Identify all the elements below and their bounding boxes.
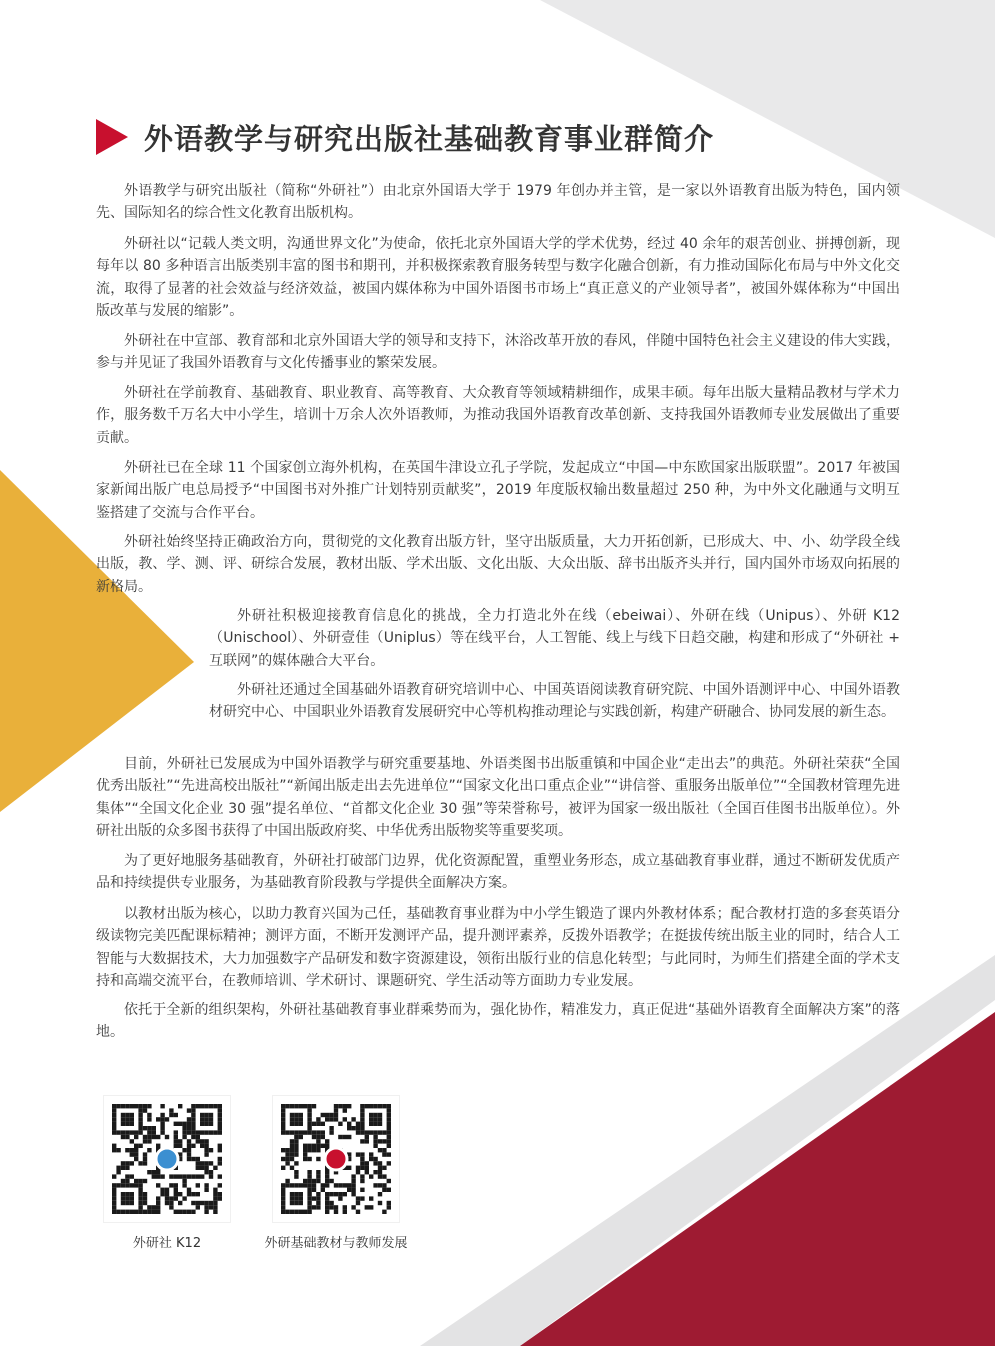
title-row: [96, 112, 714, 162]
qr-block-k12: [104, 1096, 230, 1251]
paragraph-3: 外研社在中宣部、教育部和北京外国语大学的领导和支持下，沐浴改革开放的春风，伴随中国特色社会主义建设的伟大实践，参与并见证了我国外语教育与文化传播事业的繁荣发展。: [96, 333, 900, 372]
page-title: 外语教学与研究出版社基础教育事业群简介: [144, 121, 715, 156]
paragraph-8: 外研社还通过全国基础外语教育研究培训中心、中国英语阅读教育研究院、中国外语测评中心、中国外语教材研究中心、中国职业外语教育发展研究中心等机构推动理论与实践创新，构建产研融合、协同发展的新生态。: [209, 682, 900, 721]
paragraph-2: 外研社以“记载人类文明，沟通世界文化”为使命，依托北京外国语大学的学术优势，经过 40 余年的艰苦创业、拼搏创新，现每年以 80 多种语言出版类别丰富的图书和期刊，并积极探索教育服务转型与数字化融合创新，有力推动国际化布局与中外文化交流，取得了显著的社会效益与经济效益，被国内媒体称为中国外语图书市场上“真正意义的产业领导者”，被国外媒体称为“中国出版改革与发展的缩影”。: [96, 236, 900, 319]
qr-code-icon[interactable]: [273, 1096, 399, 1222]
paragraph-7: 外研社积极迎接教育信息化的挑战，全力打造北外在线（ebeiwai）、外研在线（Unipus）、外研 K12（Unischool）、外研壹佳（Uniplus）等在线平台，人工智能、线上与线下日趋交融，构建和形成了“外研社 + 互联网”的媒体融合大平台。: [209, 608, 900, 669]
paragraph-11: 以教材出版为核心，以助力教育兴国为己任，基础教育事业群为中小学生锻造了课内外教材体系；配合教材打造的多套英语分级读物完美匹配课标精神；测评方面，不断开发测评产品，提升测评素养，反拨外语教学；在挺拔传统出版主业的同时，结合人工智能与大数据技术，大力加强数字产品研发和数字资源建设，领衔出版行业的信息化转型；与此同时，为师生们搭建全面的学术支持和高端交流平台，在教师培训、学术研讨、课题研究、学生活动等方面助力专业发展。: [96, 906, 900, 989]
title-arrow-icon: [96, 119, 128, 155]
qr-block-teacher: [264, 1096, 408, 1251]
qr-caption-k12: 外研社 K12: [132, 1236, 202, 1251]
paragraph-5: 外研社已在全球 11 个国家创立海外机构，在英国牛津设立孔子学院，发起成立“中国—中东欧国家出版联盟”。2017 年被国家新闻出版广电总局授予“中国图书对外推广计划特别贡献奖”，2019 年度版权输出数量超过 250 种，为中外文化融通与文明互鉴搭建了交流与合作平台。: [96, 460, 900, 521]
paragraph-6: 外研社始终坚持正确政治方向，贯彻党的文化教育出版方针，坚守出版质量，大力开拓创新，已形成大、中、小、幼学段全线出版，教、学、测、评、研综合发展，教材出版、学术出版、文化出版、大众出版、辞书出版齐头并行，国内国外市场双向拓展的新格局。: [96, 534, 900, 595]
paragraph-1: 外语教学与研究出版社（简称“外研社”）由北京外国语大学于 1979 年创办并主管，是一家以外语教育出版为特色，国内领先、国际知名的综合性文化教育出版机构。: [96, 183, 900, 222]
paragraph-4: 外研社在学前教育、基础教育、职业教育、高等教育、大众教育等领域精耕细作，成果丰硕。每年出版大量精品教材与学术力作，服务数千万名大中小学生，培训十万余人次外语教师，为推动我国外语教育改革创新、支持我国外语教师专业发展做出了重要贡献。: [96, 385, 900, 446]
qr-code-icon[interactable]: [104, 1096, 230, 1222]
paragraph-12: 依托于全新的组织架构，外研社基础教育事业群乘势而为，强化协作，精准发力，真正促进“基础外语教育全面解决方案”的落地。: [96, 1002, 900, 1041]
qr-caption-teacher: 外研基础教材与教师发展: [264, 1236, 408, 1251]
paragraph-9: 目前，外研社已发展成为中国外语教学与研究重要基地、外语类图书出版重镇和中国企业“走出去”的典范。外研社荣获“全国优秀出版社”“先进高校出版社”“新闻出版走出去先进单位”“国家文化出口重点企业”“讲信誉、重服务出版单位”“全国教材管理先进集体”“全国文化企业 30 强”提名单位、“首都文化企业 30 强”等荣誉称号，被评为国家一级出版社（全国百佳图书出版单位）。外研社出版的众多图书获得了中国出版政府奖、中华优秀出版物奖等重要奖项。: [96, 756, 900, 839]
paragraph-10: 为了更好地服务基础教育，外研社打破部门边界，优化资源配置，重塑业务形态，成立基础教育事业群，通过不断研发优质产品和持续提供专业服务，为基础教育阶段教与学提供全面解决方案。: [96, 853, 900, 892]
